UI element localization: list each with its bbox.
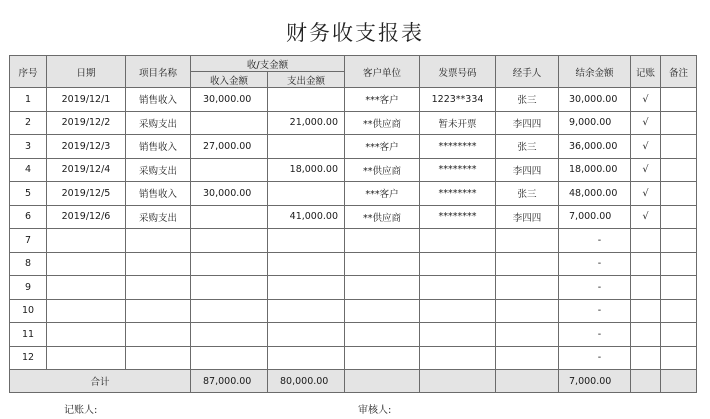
cell-booked [631, 323, 661, 347]
totals-row [10, 370, 697, 393]
finance-ledger-table [9, 55, 697, 393]
cell-income [191, 205, 268, 229]
cell-balance: 7,000.00 [559, 205, 631, 229]
header-remark: 备注 [661, 56, 697, 88]
cell-handler: 张三 [496, 182, 559, 206]
header-seq: 序号 [10, 56, 47, 88]
cell-income [191, 323, 268, 347]
cell-income: 30,000.00 [191, 88, 268, 112]
cell-balance: 18,000.00 [559, 158, 631, 182]
cell-handler [496, 276, 559, 300]
totals-invoice-cell [420, 370, 496, 393]
cell-income [191, 229, 268, 253]
cell-remark [661, 323, 697, 347]
header-client: 客户单位 [345, 56, 420, 88]
table-row [10, 252, 697, 276]
cell-handler: 张三 [496, 88, 559, 112]
cell-remark [661, 346, 697, 370]
table-row [10, 158, 697, 182]
cell-handler: 张三 [496, 135, 559, 159]
cell-booked [631, 346, 661, 370]
table-row [10, 323, 697, 347]
totals-remark-cell [661, 370, 697, 393]
cell-booked: √ [631, 158, 661, 182]
cell-balance: 48,000.00 [559, 182, 631, 206]
header-item: 项目名称 [126, 56, 191, 88]
cell-client: **供应商 [345, 158, 420, 182]
cell-invoice [420, 299, 496, 323]
cell-remark [661, 252, 697, 276]
cell-handler [496, 252, 559, 276]
table-row [10, 346, 697, 370]
cell-booked: √ [631, 182, 661, 206]
cell-item [126, 252, 191, 276]
header-handler: 经手人 [496, 56, 559, 88]
cell-seq: 11 [10, 323, 47, 347]
cell-invoice [420, 229, 496, 253]
header-balance: 结余金额 [559, 56, 631, 88]
cell-booked: √ [631, 205, 661, 229]
cell-balance: 9,000.00 [559, 111, 631, 135]
cell-invoice [420, 276, 496, 300]
table-row [10, 229, 697, 253]
cell-income [191, 276, 268, 300]
cell-seq: 5 [10, 182, 47, 206]
cell-invoice: ******** [420, 135, 496, 159]
cell-seq: 4 [10, 158, 47, 182]
table-row [10, 182, 697, 206]
cell-client [345, 299, 420, 323]
cell-remark [661, 135, 697, 159]
cell-date: 2019/12/5 [47, 182, 126, 206]
cell-client [345, 346, 420, 370]
cell-date [47, 323, 126, 347]
table-row [10, 205, 697, 229]
cell-date [47, 276, 126, 300]
cell-income [191, 299, 268, 323]
cell-item: 采购支出 [126, 111, 191, 135]
cell-invoice: ******** [420, 205, 496, 229]
cell-date [47, 299, 126, 323]
table-row [10, 299, 697, 323]
cell-balance: - [559, 276, 631, 300]
cell-booked [631, 252, 661, 276]
cell-income: 27,000.00 [191, 135, 268, 159]
cell-date: 2019/12/6 [47, 205, 126, 229]
cell-invoice: ******** [420, 182, 496, 206]
cell-remark [661, 158, 697, 182]
cell-expense [268, 252, 345, 276]
cell-invoice [420, 323, 496, 347]
cell-seq: 8 [10, 252, 47, 276]
header-amount-group: 收/支金额 [191, 56, 345, 72]
cell-income [191, 346, 268, 370]
header-income: 收入金额 [191, 72, 268, 88]
cell-invoice: ******** [420, 158, 496, 182]
cell-item: 销售收入 [126, 135, 191, 159]
table-row [10, 135, 697, 159]
totals-expense: 80,000.00 [268, 370, 345, 393]
cell-client [345, 276, 420, 300]
cell-client: ***客户 [345, 88, 420, 112]
cell-booked [631, 229, 661, 253]
cell-income [191, 158, 268, 182]
cell-booked: √ [631, 88, 661, 112]
cell-item: 采购支出 [126, 158, 191, 182]
cell-client: ***客户 [345, 135, 420, 159]
cell-handler [496, 323, 559, 347]
cell-seq: 2 [10, 111, 47, 135]
cell-client: **供应商 [345, 111, 420, 135]
cell-booked: √ [631, 111, 661, 135]
cell-income [191, 252, 268, 276]
cell-seq: 7 [10, 229, 47, 253]
cell-date [47, 229, 126, 253]
cell-date [47, 252, 126, 276]
cell-balance: - [559, 346, 631, 370]
cell-date [47, 346, 126, 370]
cell-item: 销售收入 [126, 88, 191, 112]
cell-remark [661, 276, 697, 300]
cell-expense [268, 276, 345, 300]
cell-date: 2019/12/2 [47, 111, 126, 135]
cell-item: 销售收入 [126, 182, 191, 206]
header-expense: 支出金额 [268, 72, 345, 88]
cell-item [126, 229, 191, 253]
cell-expense [268, 182, 345, 206]
cell-balance: 30,000.00 [559, 88, 631, 112]
reviewer-label: 审核人: [358, 405, 392, 416]
header-date: 日期 [47, 56, 126, 88]
cell-handler: 李四四 [496, 205, 559, 229]
cell-balance: 36,000.00 [559, 135, 631, 159]
cell-income: 30,000.00 [191, 182, 268, 206]
cell-date: 2019/12/1 [47, 88, 126, 112]
cell-remark [661, 299, 697, 323]
bookkeeper-label: 记账人: [64, 405, 98, 416]
cell-date: 2019/12/4 [47, 158, 126, 182]
cell-seq: 6 [10, 205, 47, 229]
totals-booked-cell [631, 370, 661, 393]
cell-item [126, 323, 191, 347]
cell-expense [268, 323, 345, 347]
cell-handler [496, 229, 559, 253]
cell-client [345, 229, 420, 253]
cell-item [126, 346, 191, 370]
cell-balance: - [559, 299, 631, 323]
cell-balance: - [559, 252, 631, 276]
cell-seq: 10 [10, 299, 47, 323]
cell-balance: - [559, 323, 631, 347]
totals-client-cell [345, 370, 420, 393]
table-row [10, 88, 697, 112]
cell-expense [268, 346, 345, 370]
cell-seq: 12 [10, 346, 47, 370]
cell-expense: 41,000.00 [268, 205, 345, 229]
cell-client: **供应商 [345, 205, 420, 229]
cell-item [126, 276, 191, 300]
cell-expense [268, 299, 345, 323]
cell-expense [268, 88, 345, 112]
cell-seq: 3 [10, 135, 47, 159]
cell-client [345, 252, 420, 276]
cell-remark [661, 182, 697, 206]
cell-invoice [420, 346, 496, 370]
cell-handler [496, 299, 559, 323]
cell-invoice: 暂未开票 [420, 111, 496, 135]
cell-client [345, 323, 420, 347]
cell-remark [661, 229, 697, 253]
table-row [10, 111, 697, 135]
cell-booked [631, 276, 661, 300]
cell-booked [631, 299, 661, 323]
cell-seq: 1 [10, 88, 47, 112]
cell-handler: 李四四 [496, 111, 559, 135]
cell-invoice [420, 252, 496, 276]
cell-item [126, 299, 191, 323]
totals-income: 87,000.00 [191, 370, 268, 393]
header-booked: 记账 [631, 56, 661, 88]
cell-expense [268, 135, 345, 159]
cell-invoice: 1223**334 [420, 88, 496, 112]
cell-remark [661, 205, 697, 229]
cell-item: 采购支出 [126, 205, 191, 229]
ledger-body [10, 88, 697, 370]
cell-seq: 9 [10, 276, 47, 300]
totals-handler-cell [496, 370, 559, 393]
cell-date: 2019/12/3 [47, 135, 126, 159]
table-row [10, 276, 697, 300]
cell-handler: 李四四 [496, 158, 559, 182]
cell-booked: √ [631, 135, 661, 159]
cell-remark [661, 88, 697, 112]
cell-handler [496, 346, 559, 370]
totals-label: 合计 [10, 370, 191, 393]
header-invoice: 发票号码 [420, 56, 496, 88]
cell-income [191, 111, 268, 135]
totals-balance: 7,000.00 [559, 370, 631, 393]
cell-expense: 18,000.00 [268, 158, 345, 182]
cell-remark [661, 111, 697, 135]
cell-expense [268, 229, 345, 253]
cell-expense: 21,000.00 [268, 111, 345, 135]
cell-client: ***客户 [345, 182, 420, 206]
cell-balance: - [559, 229, 631, 253]
report-title: 财务收支报表 [286, 21, 424, 45]
